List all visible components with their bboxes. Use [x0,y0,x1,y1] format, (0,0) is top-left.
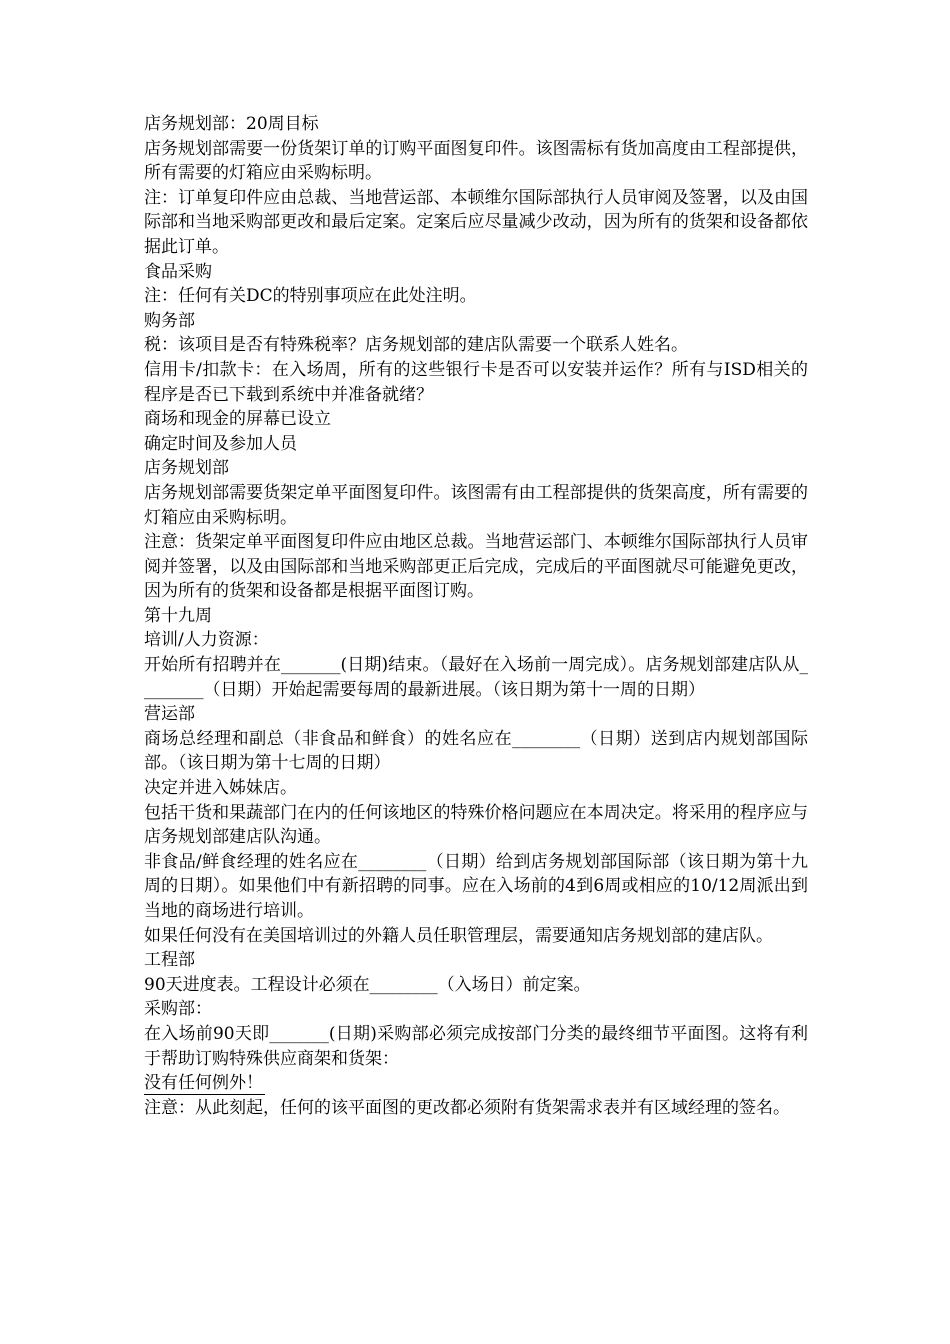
paragraph-special-pricing: 包括干货和果蔬部门在内的任何该地区的特殊价格问题应在本周决定。将采用的程序应与店务规划部建店队沟通。 [144,802,808,848]
paragraph-nonfood-managers: 非食品/鲜食经理的姓名应在________（日期）给到店务规划部国际部（该日期为第十九周的日期）。如果他们中有新招聘的同事。应在入场前的4到6周或相应的10/12周派出到当地的商场进行培训。 [144,851,808,921]
note-shelf-plan-approval: 注意：货架定单平面图复印件应由地区总裁。当地营运部门、本顿维尔国际部执行人员审阅并签署，以及由国际部和当地采购部更正后完成，完成后的平面图就尽可能避免更改，因为所有的货架和设备都是根据平面图订购。 [144,532,808,602]
paragraph-shelf-plan-copy: 店务规划部需要货架定单平面图复印件。该图需有由工程部提供的货架高度，所有需要的灯箱应由采购标明。 [144,482,808,528]
note-order-approval: 注：订单复印件应由总裁、当地营运部、本顿维尔国际部执行人员审阅及签署，以及由国际部和当地采购部更改和最后定案。定案后应尽量减少改动，因为所有的货架和设备都依据此订单。 [144,187,808,257]
paragraph-time-attendees: 确定时间及参加人员 [144,433,297,454]
paragraph-foreign-staff: 如果任何没有在美国培训过的外籍人员任职管理层，需要通知店务规划部的建店队。 [144,925,773,946]
no-exceptions-underlined: 没有任何例外！ [144,1073,263,1094]
heading-engineering: 工程部 [144,950,195,971]
heading-20-week-goal: 店务规划部：20周目标 [144,114,319,134]
heading-purchasing: 采购部： [144,999,212,1020]
paragraph-final-floor-plan: 在入场前90天即_______(日期)采购部必须完成按部门分类的最终细节平面图。这将有利于帮助订购特殊供应商架和货架： [144,1023,808,1069]
paragraph-tax: 税：该项目是否有特殊税率？店务规划部的建店队需要一个联系人姓名。 [144,335,688,356]
paragraph-no-exceptions-line [144,1071,808,1096]
note-dc-matters: 注：任何有关DC的特别事项应在此处注明。 [144,286,477,307]
heading-week-19: 第十九周 [144,605,212,626]
paragraph-sister-store: 决定并进入姊妹店。 [144,778,297,799]
heading-purchasing-dept: 购务部 [144,310,195,331]
paragraph-shelf-order-copy: 店务规划部需要一份货架订单的订购平面图复印件。该图需标有货加高度由工程部提供，所有需要的灯箱应由采购标明。 [144,138,808,184]
paragraph-recruiting: 开始所有招聘并在_______(日期)结束。（最好在入场前一周完成）。店务规划部建店队从________（日期）开始起需要每周的最新进展。（该日期为第十一周的日期） [144,655,808,700]
paragraph-screens-set: 商场和现金的屏幕已设立 [144,409,331,430]
heading-operations: 营运部 [144,704,195,725]
heading-training-hr: 培训/人力资源： [144,630,269,651]
note-plan-changes: 注意：从此刻起，任何的该平面图的更改都必须附有货架需求表并有区域经理的签名。 [144,1097,790,1118]
heading-store-planning: 店务规划部 [144,458,229,479]
paragraph-manager-names: 商场总经理和副总（非食品和鲜食）的姓名应在________（日期）送到店内规划部国际部。（该日期为第十七周的日期） [144,728,808,774]
document-body [144,112,808,1120]
heading-food-purchasing: 食品采购 [144,261,212,282]
paragraph-90-day-schedule: 90天进度表。工程设计必须在________（入场日）前定案。 [144,974,591,995]
paragraph-credit-card: 信用卡/扣款卡：在入场周，所有的这些银行卡是否可以安装并运作？所有与ISD相关的程序是否已下载到系统中并准备就绪？ [144,359,808,405]
